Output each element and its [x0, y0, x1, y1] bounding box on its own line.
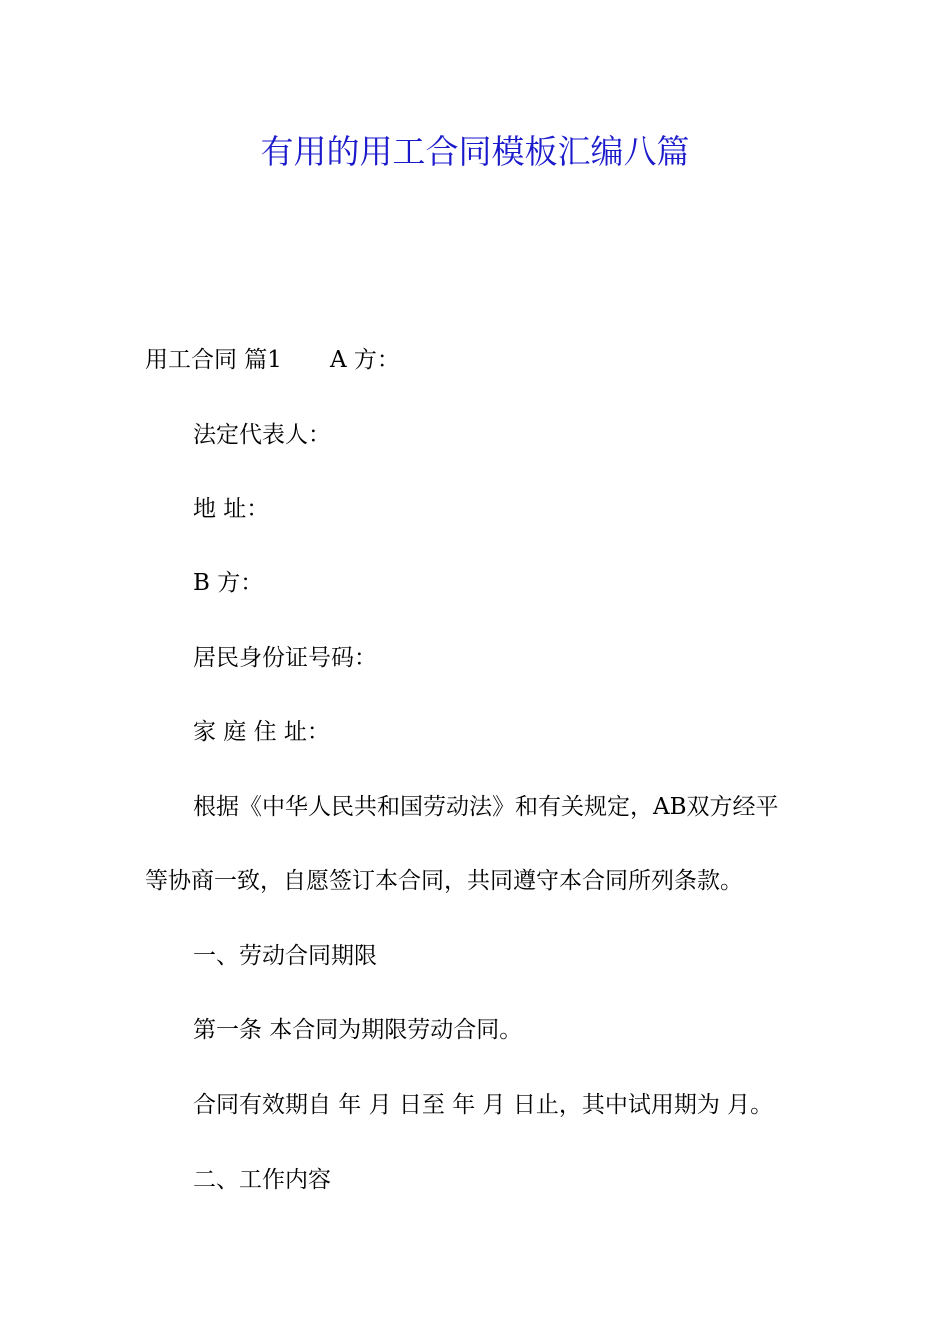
- section-two-heading: 二、工作内容: [193, 1167, 331, 1193]
- party-b-line: B 方：: [193, 570, 264, 596]
- address-line: 地 址：: [193, 496, 270, 522]
- section-label: 用工合同 篇1: [145, 347, 282, 373]
- section-one-heading: 一、劳动合同期限: [193, 943, 377, 969]
- party-a-label: A 方：: [329, 347, 400, 373]
- section-heading-line: [145, 344, 400, 376]
- home-address-line: 家 庭 住 址：: [193, 719, 330, 745]
- article-one-line: 第一条 本合同为期限劳动合同。: [193, 1017, 523, 1043]
- paragraph-line-2: 等协商一致，自愿签订本合同，共同遵守本合同所列条款。: [145, 868, 743, 894]
- contract-period-line: 合同有效期自 年 月 日至 年 月 日止，其中试用期为 月。: [193, 1092, 774, 1118]
- document-title: 有用的用工合同模板汇编八篇: [260, 132, 690, 171]
- legal-representative-line: 法定代表人：: [193, 422, 331, 448]
- paragraph-line-1: 根据《中华人民共和国劳动法》和有关规定，AB双方经平: [193, 794, 779, 820]
- id-number-line: 居民身份证号码：: [193, 645, 377, 671]
